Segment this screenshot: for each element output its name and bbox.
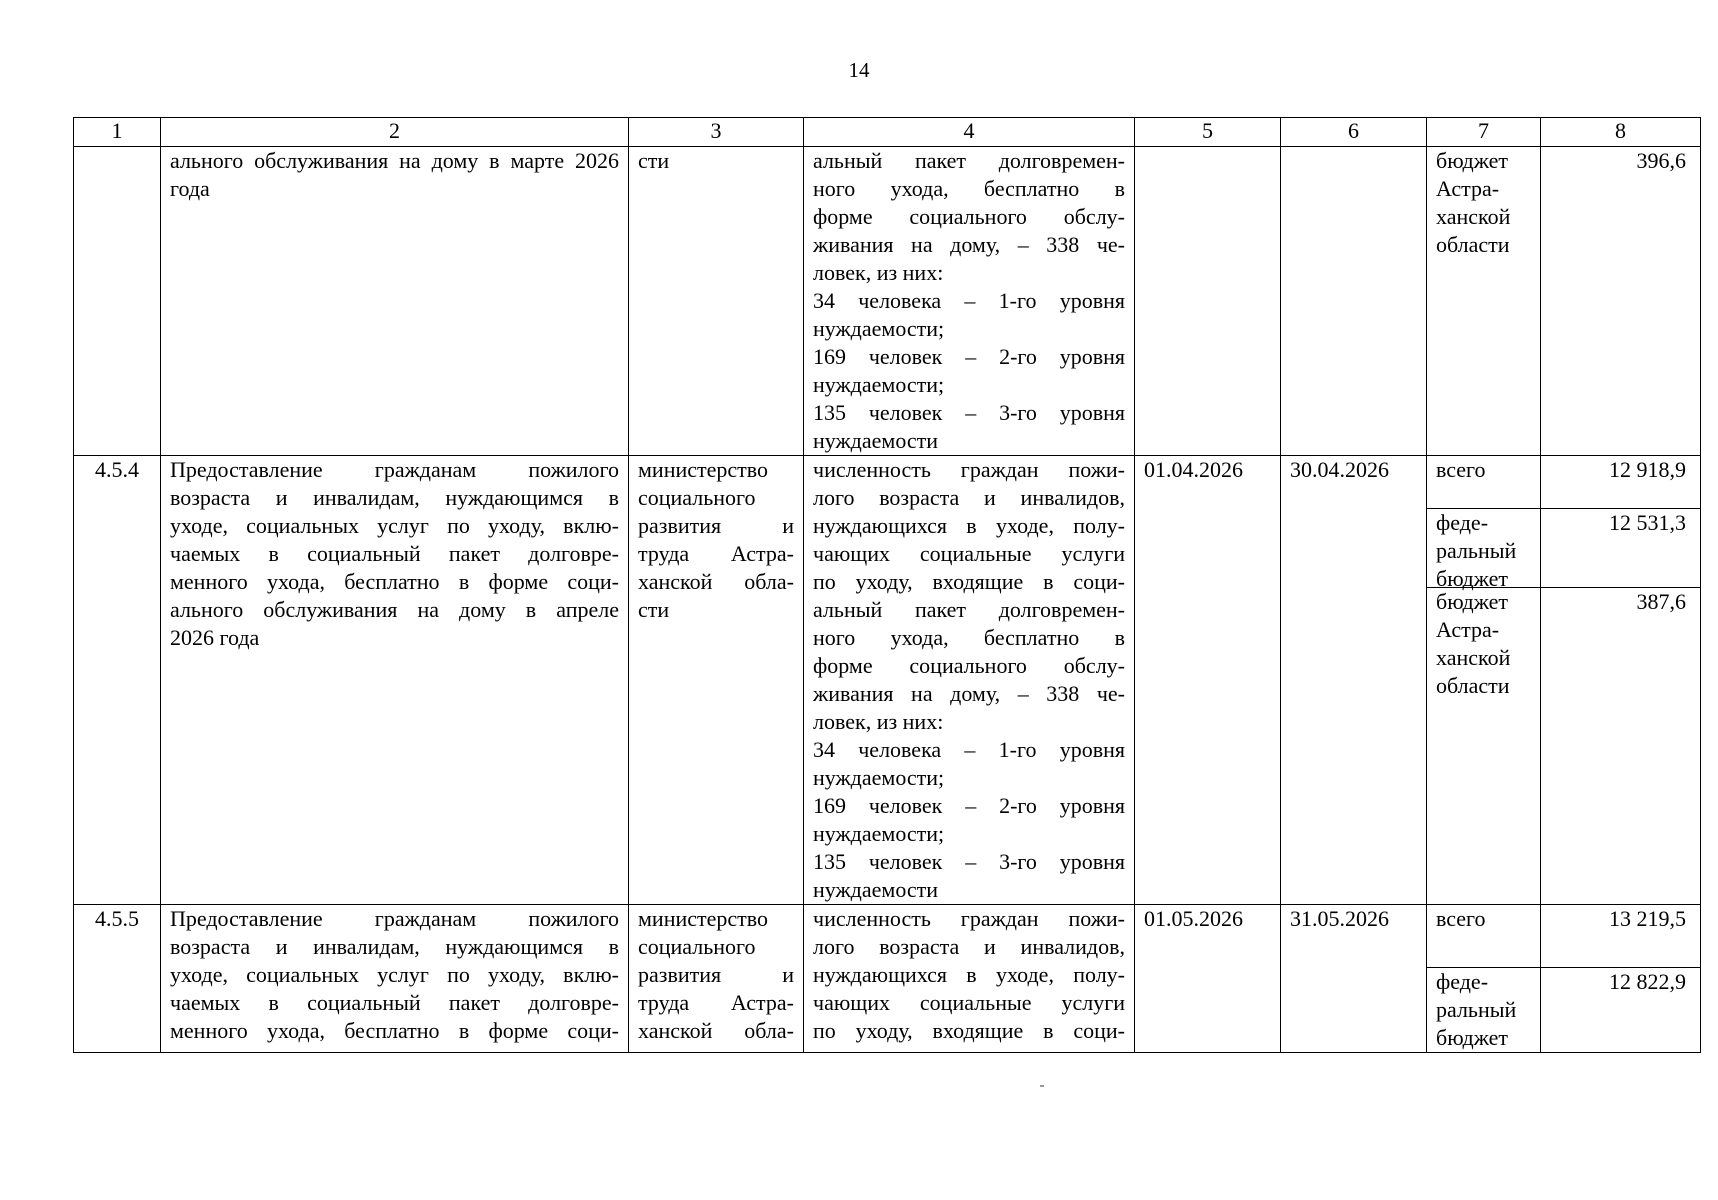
text-line: чающих социальные услуги bbox=[813, 990, 1125, 1015]
text-line: ловек, из них: bbox=[813, 709, 944, 734]
funding-source bbox=[1427, 147, 1541, 456]
start-date bbox=[1135, 147, 1281, 456]
text-line: всего bbox=[1436, 906, 1486, 931]
column-header: 5 bbox=[1135, 118, 1281, 147]
text-line: по уходу, входящие в соци- bbox=[813, 1018, 1125, 1043]
indicator-text bbox=[804, 456, 1135, 905]
responsible-body bbox=[629, 905, 804, 1053]
text-line: альный пакет долговремен- bbox=[813, 597, 1125, 622]
table-row bbox=[74, 147, 1701, 456]
measure-name bbox=[161, 905, 629, 1053]
responsible-body: сти bbox=[629, 147, 804, 456]
text-line: феде- bbox=[1436, 510, 1489, 535]
funding-source bbox=[1427, 456, 1540, 509]
text-line: сти bbox=[638, 597, 670, 622]
indicator-text bbox=[804, 147, 1135, 456]
text-line: чаемых в социальный пакет долговре- bbox=[170, 541, 619, 566]
text-line: ханской bbox=[1436, 645, 1511, 670]
text-line: ханской bbox=[1436, 204, 1511, 229]
funding-amount: 12 918,9 bbox=[1541, 456, 1700, 509]
text-line: труда Астра- bbox=[638, 990, 794, 1015]
text-line: бюджет bbox=[1436, 566, 1508, 591]
column-header: 4 bbox=[804, 118, 1135, 147]
text-line: менного ухода, бесплатно в форме соци- bbox=[170, 569, 619, 594]
end-date bbox=[1281, 147, 1427, 456]
column-header: 8 bbox=[1541, 118, 1701, 147]
text-line: 135 человек – 3-го уровня bbox=[813, 849, 1125, 874]
text-line: ральный bbox=[1436, 538, 1517, 563]
item-number: 4.5.4 bbox=[74, 456, 161, 905]
text-line: ного ухода, бесплатно в bbox=[813, 625, 1125, 650]
text-line: социального bbox=[638, 934, 756, 959]
text-line: всего bbox=[1436, 457, 1486, 482]
end-date: 31.05.2026 bbox=[1281, 905, 1427, 1053]
item-number bbox=[74, 147, 161, 456]
table-row bbox=[74, 456, 1701, 905]
funding-amount: 387,6 bbox=[1636, 589, 1686, 614]
text-line: бюджет bbox=[1436, 1025, 1508, 1050]
text-line: Предоставление гражданам пожилого bbox=[170, 906, 619, 931]
text-line: министерство bbox=[638, 906, 769, 931]
column-header: 6 bbox=[1281, 118, 1427, 147]
measure-name: ального обслуживания на дому в марте 2026 года bbox=[161, 147, 629, 456]
responsible-body bbox=[629, 456, 804, 905]
text-line: менного ухода, бесплатно в форме соци- bbox=[170, 1018, 619, 1043]
text-line: численность граждан пожи- bbox=[813, 457, 1125, 482]
text-line: 34 человека – 1-го уровня bbox=[813, 288, 1125, 313]
funding-amount: 12 531,3 bbox=[1541, 509, 1700, 588]
funding-source bbox=[1427, 905, 1540, 968]
text-line: возраста и инвалидам, нуждающимся в bbox=[170, 485, 619, 510]
text-line: возраста и инвалидам, нуждающимся в bbox=[170, 934, 619, 959]
funding-source bbox=[1427, 588, 1540, 904]
text-line: форме социального обслу- bbox=[813, 204, 1125, 229]
text-line: нуждающихся в уходе, полу- bbox=[813, 962, 1125, 987]
text-line: нуждаемости; bbox=[813, 316, 945, 341]
text-line: нуждаемости; bbox=[813, 821, 945, 846]
text-line: 135 человек – 3-го уровня bbox=[813, 400, 1125, 425]
text-line: ханской обла- bbox=[638, 569, 794, 594]
funding-sources bbox=[1427, 905, 1541, 1053]
end-date: 30.04.2026 bbox=[1281, 456, 1427, 905]
text-line: ловек, из них: bbox=[813, 260, 944, 285]
text-line: нуждаемости bbox=[813, 428, 939, 453]
text-line: чающих социальные услуги bbox=[813, 541, 1125, 566]
text-line: ральный bbox=[1436, 997, 1517, 1022]
column-header: 3 bbox=[629, 118, 804, 147]
table-row bbox=[74, 905, 1701, 1053]
text-line: нуждаемости; bbox=[813, 372, 945, 397]
text-line: министерство bbox=[638, 457, 769, 482]
text-line: социального bbox=[638, 485, 756, 510]
text-line: лого возраста и инвалидов, bbox=[813, 485, 1125, 510]
text-line: альный пакет долговремен- bbox=[813, 148, 1125, 173]
text-line: форме социального обслу- bbox=[813, 653, 1125, 678]
text-line: развития и bbox=[638, 513, 794, 538]
text-line: лого возраста и инвалидов, bbox=[813, 934, 1125, 959]
text-line: бюджет bbox=[1436, 589, 1508, 614]
scan-speck bbox=[1040, 1085, 1044, 1087]
text-line: области bbox=[1436, 673, 1510, 698]
column-header: 7 bbox=[1427, 118, 1541, 147]
text-line: развития и bbox=[638, 962, 794, 987]
text-line: чаемых в социальный пакет долговре- bbox=[170, 990, 619, 1015]
funding-amount: 13 219,5 bbox=[1541, 905, 1700, 968]
funding-source bbox=[1427, 509, 1540, 591]
item-number: 4.5.5 bbox=[74, 905, 161, 1053]
page-number: 14 bbox=[848, 58, 870, 82]
text-line: ханской обла- bbox=[638, 1018, 794, 1043]
text-line: Астра- bbox=[1436, 176, 1500, 201]
text-line: феде- bbox=[1436, 969, 1489, 994]
start-date: 01.05.2026 bbox=[1135, 905, 1281, 1053]
text-line: области bbox=[1436, 232, 1510, 257]
text-line: по уходу, входящие в соци- bbox=[813, 569, 1125, 594]
start-date: 01.04.2026 bbox=[1135, 456, 1281, 905]
indicator-text bbox=[804, 905, 1135, 1053]
measure-name bbox=[161, 456, 629, 905]
text-line: Астра- bbox=[1436, 617, 1500, 642]
text-line: 169 человек – 2-го уровня bbox=[813, 344, 1125, 369]
funding-amounts bbox=[1541, 456, 1701, 905]
text-line: бюджет bbox=[1436, 148, 1508, 173]
funding-amount: 396,6 bbox=[1541, 147, 1701, 456]
column-header: 2 bbox=[161, 118, 629, 147]
text-line: живания на дому, – 338 че- bbox=[813, 681, 1125, 706]
funding-amount: 12 822,9 bbox=[1609, 969, 1686, 994]
text-line: уходе, социальных услуг по уходу, вклю- bbox=[170, 962, 619, 987]
measures-table bbox=[73, 117, 1701, 1053]
text-line: живания на дому, – 338 че- bbox=[813, 232, 1125, 257]
text-line: численность граждан пожи- bbox=[813, 906, 1125, 931]
text-line: 2026 года bbox=[170, 625, 260, 650]
text-line: 169 человек – 2-го уровня bbox=[813, 793, 1125, 818]
text-line: Предоставление гражданам пожилого bbox=[170, 457, 619, 482]
funding-source bbox=[1427, 968, 1540, 1052]
text-line: ального обслуживания на дому в апреле bbox=[170, 597, 619, 622]
funding-sources bbox=[1427, 456, 1541, 905]
text-line: ного ухода, бесплатно в bbox=[813, 176, 1125, 201]
table-header-row bbox=[74, 118, 1701, 147]
text-line: нуждаемости; bbox=[813, 765, 945, 790]
text-line: нуждающихся в уходе, полу- bbox=[813, 513, 1125, 538]
text-line: нуждаемости bbox=[813, 877, 939, 902]
text-line: 34 человека – 1-го уровня bbox=[813, 737, 1125, 762]
text-line: уходе, социальных услуг по уходу, вклю- bbox=[170, 513, 619, 538]
funding-amounts bbox=[1541, 905, 1701, 1053]
text-line: труда Астра- bbox=[638, 541, 794, 566]
column-header: 1 bbox=[74, 118, 161, 147]
